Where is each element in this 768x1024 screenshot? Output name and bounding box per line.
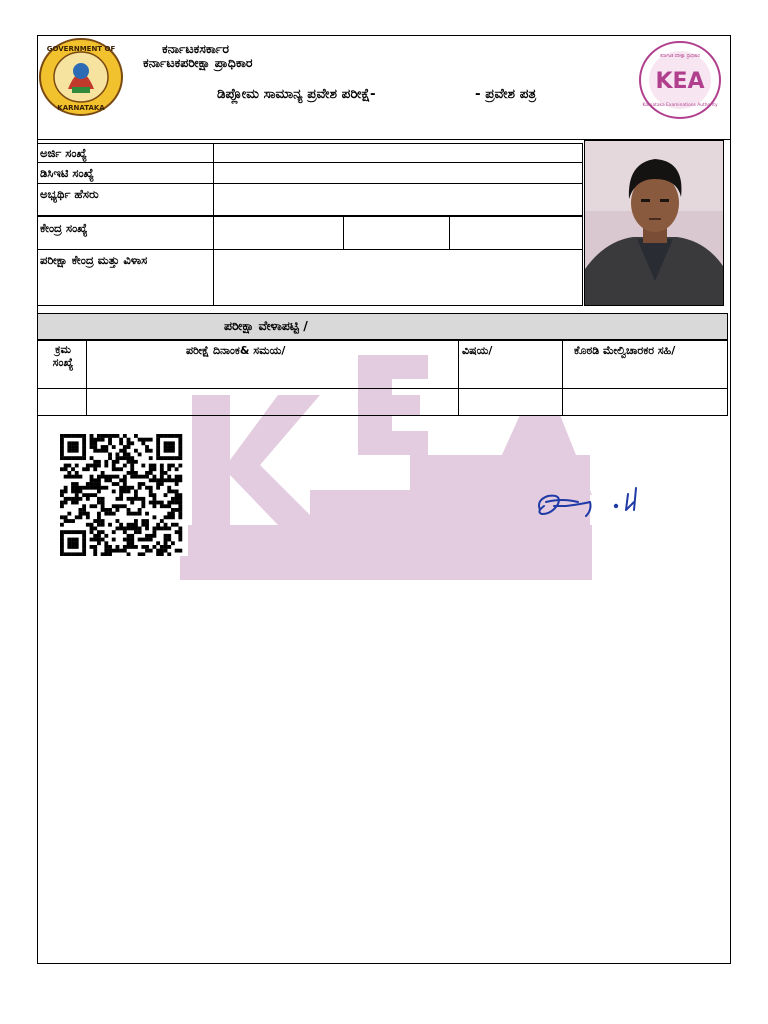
centre-number-label: ಕೇಂದ್ರ ಸಂಖ್ಯೆ (40, 221, 88, 235)
schedule-row-divider (37, 388, 728, 389)
schedule-right-border (727, 313, 728, 416)
details-row-divider (37, 249, 583, 250)
details-column-divider (582, 143, 583, 306)
details-column-divider (213, 143, 214, 306)
exam-centre-address-label: ಪರೀಕ್ಷಾ ಕೇಂದ್ರ ಮತ್ತು ವಿಳಾಸ (40, 253, 148, 267)
details-table-bottom-border (37, 305, 583, 306)
schedule-header-band (37, 313, 728, 340)
exam-date-time-header: ಪರೀಕ್ಷೆ ದಿನಾಂಕ& ಸಮಯ/ (186, 344, 286, 357)
schedule-column-divider (562, 340, 563, 416)
candidate-photo (584, 140, 724, 306)
schedule-column-divider (458, 340, 459, 416)
centre-column-divider (343, 216, 344, 250)
details-row-divider (37, 183, 583, 184)
government-of-karnataka-seal-icon (38, 37, 124, 117)
government-name: ಕರ್ನಾಟಕಸರ್ಕಾರ (162, 41, 230, 56)
exam-title: ಡಿಪ್ಲೋಮ ಸಾಮಾನ್ಯ ಪ್ರವೇಶ ಪರೀಕ್ಷೆ- (217, 86, 376, 102)
kea-logo-icon (638, 40, 722, 120)
details-table-top-border (37, 143, 583, 144)
candidate-photo-image (585, 141, 724, 306)
kea-logo-top-text: ಕರ್ನಾಟಕ ಪರೀಕ್ಷಾ ಪ್ರಾಧಿಕಾರ (660, 54, 700, 59)
qr-code-icon (56, 432, 188, 556)
invigilator-signature-header: ಕೊಠಡಿ ಮೇಲ್ವಿಚಾರಕರ ಸಹಿ/ (574, 344, 676, 357)
seal-bottom-text: KARNATAKA (57, 104, 105, 112)
admit-card-title: - ಪ್ರವೇಶ ಪತ್ರ (475, 86, 537, 102)
serial-number-header: ಕ್ರಮ ಸಂಖ್ಯೆ (52, 343, 74, 369)
application-number-label: ಅರ್ಜಿ ಸಂಖ್ಯೆ (40, 146, 87, 160)
kea-logo-text: KEA (655, 69, 705, 94)
schedule-table-bottom-border (37, 415, 728, 416)
authority-name: ಕರ್ನಾಟಕಪರೀಕ್ಷಾ ಪ್ರಾಧಿಕಾರ (143, 55, 253, 70)
candidate-name-label: ಅಭ್ಯರ್ಥಿ ಹೆಸರು (40, 187, 99, 201)
schedule-title: ಪರೀಕ್ಷಾ ವೇಳಾಪಟ್ಟಿ / (224, 318, 308, 333)
dcet-number-label: ಡಿಸಿಇಟಿ ಸಂಖ್ಯೆ (40, 166, 94, 180)
schedule-table-top-border (37, 340, 728, 341)
seal-top-text: GOVERNMENT OF (46, 45, 116, 53)
schedule-column-divider (86, 340, 87, 416)
details-row-divider (37, 215, 583, 217)
details-row-divider (37, 162, 583, 163)
centre-column-divider (449, 216, 450, 250)
signature-icon (532, 480, 642, 522)
kea-logo-bottom-text: Karnataka Examinations Authority (642, 103, 718, 108)
subject-header: ವಿಷಯ/ (462, 344, 493, 357)
